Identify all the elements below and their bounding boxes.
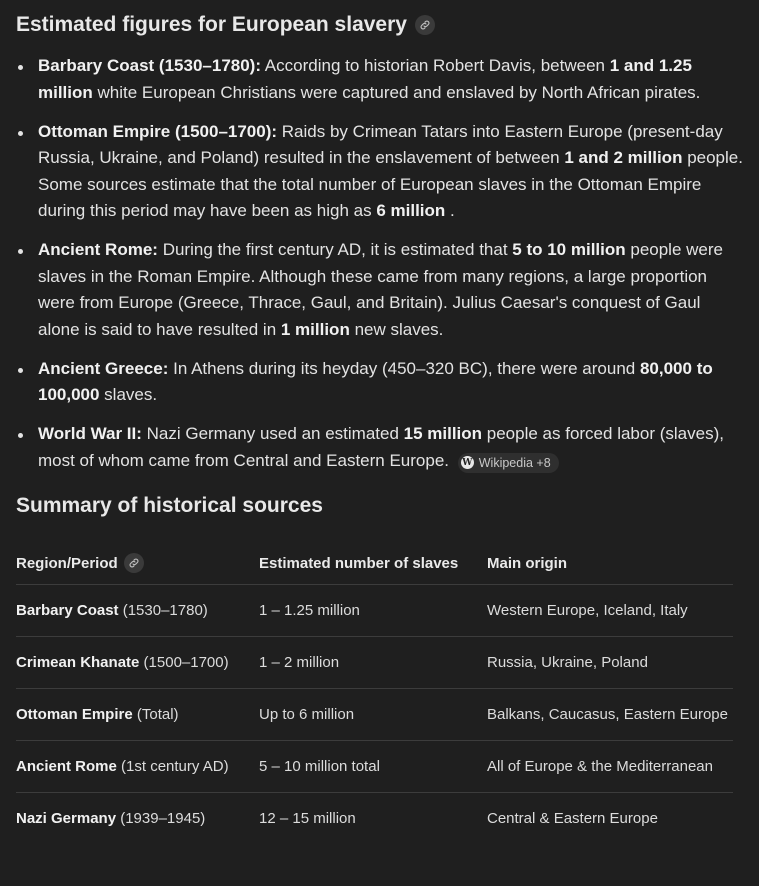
fact-label: Barbary Coast (1530–1780): [38, 56, 262, 75]
fact-text: slaves. [99, 385, 158, 404]
fact-text: new slaves. [349, 319, 444, 339]
cell-region [16, 793, 259, 845]
fact-label: Ancient Rome: [38, 240, 158, 259]
region-period: (1530–1780) [118, 602, 208, 619]
list-item [16, 53, 743, 106]
column-header-origin: Main origin [487, 542, 733, 585]
table-row [16, 637, 733, 689]
fact-text: In Athens during its heyday (450–320 BC), there were around [168, 358, 640, 378]
fact-text: Nazi Germany used an estimated [141, 424, 404, 443]
section-title: Summary of historical sources [16, 494, 323, 517]
fact-emphasis: 1 million [280, 319, 350, 339]
list-item [16, 119, 743, 225]
fact-label: Ottoman Empire (1500–1700): [38, 121, 278, 141]
region-period: (Total) [132, 706, 179, 723]
fact-emphasis: 5 to 10 million [512, 240, 626, 259]
section-title: Estimated figures for European slavery [16, 13, 407, 36]
column-header-label: Region/Period [16, 554, 118, 572]
region-period: (1939–1945) [116, 810, 206, 827]
fact-emphasis: 6 million [376, 201, 446, 220]
table-header-row [16, 542, 733, 585]
cell-count: 12 – 15 million [259, 810, 356, 827]
fact-emphasis: 80,000 to 100,000 [38, 358, 713, 404]
cell-region [16, 741, 259, 793]
fact-text: . [445, 201, 455, 220]
fact-text: people were slaves in the Roman Empire. Although these came from many regions, a large proportion were from Europe (Greece, Thrace, Gaul, and Britain). Julius Caesar's conquest of Gaul alone is said to have resulted in [38, 240, 723, 339]
fact-label: Ancient Greece: [38, 358, 169, 378]
cell-count: 1 – 1.25 million [259, 585, 487, 637]
fact-emphasis: 1 and 2 million [564, 148, 683, 167]
table-row [16, 585, 733, 637]
cell-count: 5 – 10 million total [259, 741, 487, 793]
cell-region [16, 637, 259, 689]
cell-origin: All of Europe & the Mediterranean [487, 741, 733, 793]
list-item [16, 421, 743, 474]
region-name: Nazi Germany [16, 810, 117, 827]
cell-count: 1 – 2 million [259, 637, 487, 689]
cell-origin: Balkans, Caucasus, Eastern Europe [487, 689, 733, 741]
fact-text: people as forced labor (slaves), most of whom came from Central and Eastern Europe. [38, 424, 724, 470]
region-name: Barbary Coast [16, 602, 119, 619]
fact-text: white European Christians were captured and enslaved by North African pirates. [92, 82, 701, 102]
fact-text: According to historian Robert Davis, between [261, 56, 610, 75]
cell-origin: Central & Eastern Europe [487, 810, 658, 827]
link-icon[interactable] [415, 15, 435, 35]
list-item [16, 237, 743, 343]
wikipedia-icon: W [462, 457, 473, 468]
source-chip-label: Wikipedia +8 [478, 455, 551, 470]
fact-emphasis: 15 million [403, 424, 483, 443]
fact-text: Raids by Crimean Tatars into Eastern Europe (present-day Russia, Ukraine, and Poland) resulted in the enslavement of between [38, 121, 723, 167]
column-header-count: Estimated number of slaves [259, 542, 487, 585]
list-item [16, 356, 743, 409]
region-name: Crimean Khanate [16, 654, 140, 671]
region-name: Ottoman Empire [16, 706, 133, 723]
region-name: Ancient Rome [16, 758, 117, 775]
cell-count: Up to 6 million [259, 689, 487, 741]
region-period: (1st century AD) [116, 758, 229, 775]
table-row [16, 793, 733, 845]
section-heading-summary [16, 492, 743, 520]
cell-region [16, 689, 259, 741]
cell-origin: Russia, Ukraine, Poland [487, 637, 733, 689]
source-chip[interactable] [458, 453, 559, 473]
fact-emphasis: 1 and 1.25 million [38, 56, 692, 102]
cell-origin: Western Europe, Iceland, Italy [487, 585, 733, 637]
summary-table [16, 542, 733, 844]
region-period: (1500–1700) [139, 654, 229, 671]
table-row [16, 689, 733, 741]
facts-list [16, 53, 743, 474]
fact-label: World War II: [38, 424, 142, 443]
link-icon[interactable] [124, 553, 144, 573]
table-row [16, 741, 733, 793]
section-heading-estimates [16, 0, 743, 39]
fact-text: people. Some sources estimate that the total number of European slaves in the Ottoman Empire during this period may have been as high as [38, 148, 743, 220]
fact-text: During the first century AD, it is estimated that [157, 240, 513, 259]
column-header-region [16, 542, 259, 585]
cell-region [16, 585, 259, 637]
